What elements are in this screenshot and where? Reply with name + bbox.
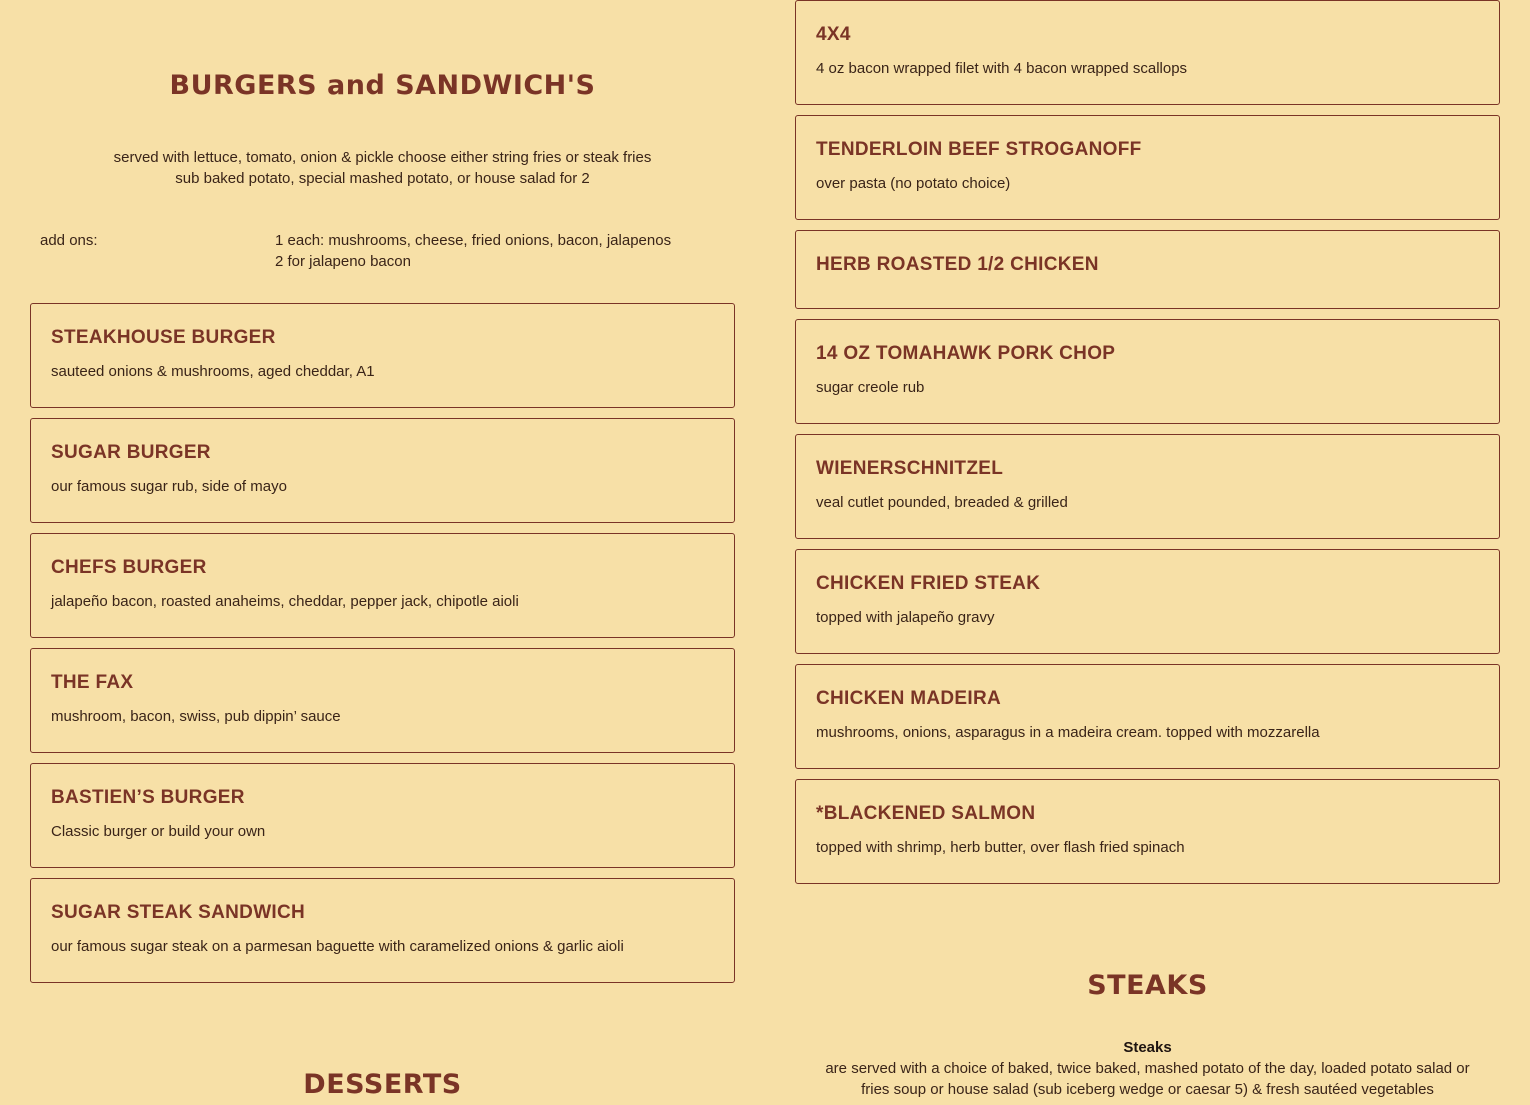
menu-item-description: topped with shrimp, herb butter, over flash fried spinach — [816, 839, 1185, 856]
menu-item-description: over pasta (no potato choice) — [816, 175, 1011, 192]
menu-item-name: 4X4 — [816, 24, 851, 45]
menu-item-name: CHICKEN FRIED STEAK — [816, 573, 1041, 594]
menu-item-chicken-fried-steak — [795, 549, 1500, 654]
menu-item-description: our famous sugar steak on a parmesan baguette with caramelized onions & garlic aioli — [51, 938, 624, 955]
entrees-item-list — [795, 0, 1500, 894]
menu-item-steakhouse-burger — [30, 303, 735, 408]
menu-item-description: topped with jalapeño gravy — [816, 609, 995, 626]
burgers-desc-line-1: served with lettuce, tomato, onion & pickle choose either string fries or steak fries — [113, 149, 652, 166]
desserts-section-title: DESSERTS — [303, 1069, 462, 1100]
burgers-desc-line-2: sub baked potato, special mashed potato, or house salad for 2 — [175, 170, 590, 187]
steaks-desc-line-1: are served with a choice of baked, twice baked, mashed potato of the day, loaded potato salad or — [825, 1060, 1470, 1077]
menu-item-description: veal cutlet pounded, breaded & grilled — [816, 494, 1068, 511]
menu-item-tomahawk-pork-chop — [795, 319, 1500, 424]
menu-item-description: our famous sugar rub, side of mayo — [51, 478, 287, 495]
addons-line-1: 1 each: mushrooms, cheese, fried onions, bacon, jalapenos — [275, 232, 672, 249]
menu-item-description: 4 oz bacon wrapped filet with 4 bacon wrapped scallops — [816, 60, 1188, 77]
menu-item-chefs-burger — [30, 533, 735, 638]
menu-item-name: STEAKHOUSE BURGER — [51, 327, 276, 348]
menu-item-name: 14 OZ TOMAHAWK PORK CHOP — [816, 343, 1116, 364]
steaks-desc-line-2: fries soup or house salad (sub iceberg wedge or caesar 5) & fresh sautéed vegetables — [861, 1081, 1434, 1098]
menu-item-name: *BLACKENED SALMON — [816, 803, 1036, 824]
menu-item-description: sauteed onions & mushrooms, aged cheddar, A1 — [51, 363, 375, 380]
menu-item-name: TENDERLOIN BEEF STROGANOFF — [816, 139, 1142, 160]
addons-details — [275, 230, 671, 272]
menu-item-description: jalapeño bacon, roasted anaheims, cheddar, pepper jack, chipotle aioli — [51, 593, 519, 610]
steaks-desc-heading: Steaks — [1123, 1039, 1172, 1056]
menu-item-wienerschnitzel — [795, 434, 1500, 539]
menu-item-sugar-burger — [30, 418, 735, 523]
burgers-section-description — [30, 147, 735, 189]
menu-item-description: Classic burger or build your own — [51, 823, 266, 840]
burgers-section-title: BURGERS and SANDWICH'S — [169, 70, 596, 101]
menu-item-name: CHICKEN MADEIRA — [816, 688, 1001, 709]
menu-item-sugar-steak-sandwich — [30, 878, 735, 983]
menu-item-bastiens-burger — [30, 763, 735, 868]
menu-item-description: mushrooms, onions, asparagus in a madeira cream. topped with mozzarella — [816, 724, 1320, 741]
menu-item-4x4 — [795, 0, 1500, 105]
menu-item-description: sugar creole rub — [816, 379, 925, 396]
steaks-section-title: STEAKS — [1087, 970, 1208, 1001]
steaks-section-description — [795, 1037, 1500, 1100]
menu-item-the-fax — [30, 648, 735, 753]
menu-item-name: BASTIEN’S BURGER — [51, 787, 245, 808]
menu-item-name: CHEFS BURGER — [51, 557, 207, 578]
menu-item-name: WIENERSCHNITZEL — [816, 458, 1004, 479]
menu-item-name: HERB ROASTED 1/2 CHICKEN — [816, 254, 1099, 275]
menu-item-name: SUGAR STEAK SANDWICH — [51, 902, 306, 923]
menu-item-chicken-madeira — [795, 664, 1500, 769]
addons-label: add ons: — [40, 232, 98, 249]
menu-item-description: mushroom, bacon, swiss, pub dippin’ sauce — [51, 708, 341, 725]
menu-item-name: SUGAR BURGER — [51, 442, 211, 463]
menu-item-name: THE FAX — [51, 672, 134, 693]
menu-item-herb-roasted-chicken — [795, 230, 1500, 309]
menu-item-tenderloin-beef-stroganoff — [795, 115, 1500, 220]
burgers-item-list — [30, 303, 735, 993]
menu-item-blackened-salmon — [795, 779, 1500, 884]
addons-line-2: 2 for jalapeno bacon — [275, 253, 411, 270]
